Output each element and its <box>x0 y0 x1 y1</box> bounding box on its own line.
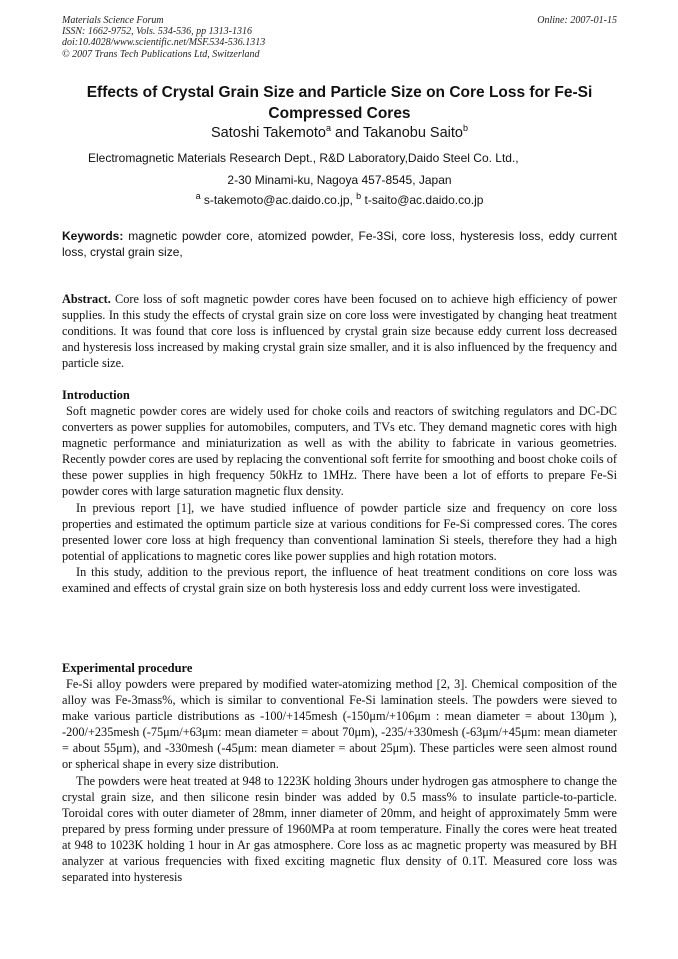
intro-paragraph-2: In previous report [1], we have studied influence of powder particle size and frequency on core loss properties and estimated the optimum particle size at various conditions for Fe-Si compressed cores. The cores presented lower core loss at high frequency than conventional lamination Si steels, therefore they had a high potential of applications to magnetic cores like power supplies and high rotation motors. <box>62 500 617 563</box>
author-1: Satoshi Takemoto <box>211 125 326 141</box>
email-a-sup: a <box>195 191 201 201</box>
abstract-label: Abstract. <box>62 292 111 306</box>
author-conj: and <box>331 125 364 141</box>
exp-paragraph-2: The powders were heat treated at 948 to 1223K holding 3hours under hydrogen gas atmosphere to change the crystal grain size, and then silicone resin binder was added by 0.5 mass% to insulate particle-to-particle. Toroidal cores with outer diameter of 28mm, inner diameter of 20mm, and height of approximately 5mm were prepared by press forming under pressure of 1960MPa at room temperature. Finally the cores were heat treated at 948 to 1023K holding 1 hour in Ar gas atmosphere. Core loss as ac magnetic property was measured by BH analyzer at various frequencies with fixed exciting magnetic flux density of 0.1T. Measured core loss was separated into hysteresis <box>62 773 617 885</box>
experimental-heading: Experimental procedure <box>62 661 193 675</box>
author-2-sup: b <box>462 123 468 134</box>
copyright-line: © 2007 Trans Tech Publications Ltd, Switzerland <box>62 48 260 60</box>
email-b-sup: b <box>356 191 362 201</box>
email-line <box>62 193 617 208</box>
email-a[interactable]: s-takemoto@ac.daido.co.jp, <box>200 193 357 207</box>
paper-title: Effects of Crystal Grain Size and Particle Size on Core Loss for Fe-Si Compressed Cores <box>86 84 593 122</box>
intro-paragraph-3: In this study, addition to the previous report, the influence of heat treatment conditions on core loss was examined and effects of crystal grain size on both hysteresis loss and eddy current loss were investigated. <box>62 564 617 596</box>
keywords-text: magnetic powder core, atomized powder, Fe-3Si, core loss, hysteresis loss, eddy current loss, crystal grain size, <box>62 229 617 259</box>
author-2: Takanobu Saito <box>363 125 463 141</box>
journal-header <box>62 15 617 60</box>
doi-line[interactable]: doi:10.4028/www.scientific.net/MSF.534-536.1313 <box>62 37 266 49</box>
affiliation-line-2: 2-30 Minami-ku, Nagoya 457-8545, Japan <box>227 173 452 187</box>
author-line <box>62 124 617 142</box>
online-date: Online: 2007-01-15 <box>537 15 617 26</box>
author-1-sup: a <box>326 123 332 134</box>
issn-line: ISSN: 1662-9752, Vols. 534-536, pp 1313-1316 <box>62 26 252 38</box>
keywords <box>62 229 617 260</box>
intro-paragraph-1: Soft magnetic powder cores are widely used for choke coils and reactors of switching regulators and DC-DC converters as power supplies for automobiles, computers, and TVs etc. They demand magnetic cores with high magnetic performance and miniaturization as well as with the ability to fabricate in various geometries. Recently powder cores are used by replacing the conventional soft ferrite for smoothing and boost choke coils of these power supplies in high frequency 50kHz to 1MHz. There have been a lot of efforts to prepare Fe-Si powder cores with large saturation magnetic flux density. <box>62 404 617 499</box>
introduction-body <box>62 403 617 596</box>
abstract <box>62 291 617 371</box>
email-b[interactable]: t-saito@ac.daido.co.jp <box>361 193 484 207</box>
journal-name: Materials Science Forum <box>62 15 164 26</box>
exp-paragraph-1: Fe-Si alloy powders were prepared by modified water-atomizing method [2, 3]. Chemical composition of the alloy was Fe-3mass%, which is similar to conventional Fe-Si lamination steels. The powders were sieved to make various particle distributions as -100/+145mesh (-150μm/+106μm : mean diameter = about 130μm ), -200/+235mesh (-75μm/+63μm: mean diameter = about 70μm), -235/+330mesh (-63μm/+45μm: mean diameter = about 55μm), and -330mesh (-45μm: mean diameter = about 25μm). These particles were seen almost round or spherical shape in every size distribution. <box>62 677 617 772</box>
experimental-body <box>62 676 617 885</box>
introduction-heading: Introduction <box>62 388 130 402</box>
abstract-text: Core loss of soft magnetic powder cores have been focused on to achieve high efficiency of power supplies. In this study the effects of crystal grain size on core loss were investigated by changing heat treatment conditions. It was found that core loss is influenced by crystal grain size because eddy current loss decreased and hysteresis loss increased by making crystal grain size smaller, and it is also influenced by the frequency and particle size. <box>62 292 617 371</box>
affiliation-line-1: Electromagnetic Materials Research Dept., R&D Laboratory,Daido Steel Co. Ltd., <box>88 151 519 165</box>
keywords-label: Keywords: <box>62 229 124 243</box>
